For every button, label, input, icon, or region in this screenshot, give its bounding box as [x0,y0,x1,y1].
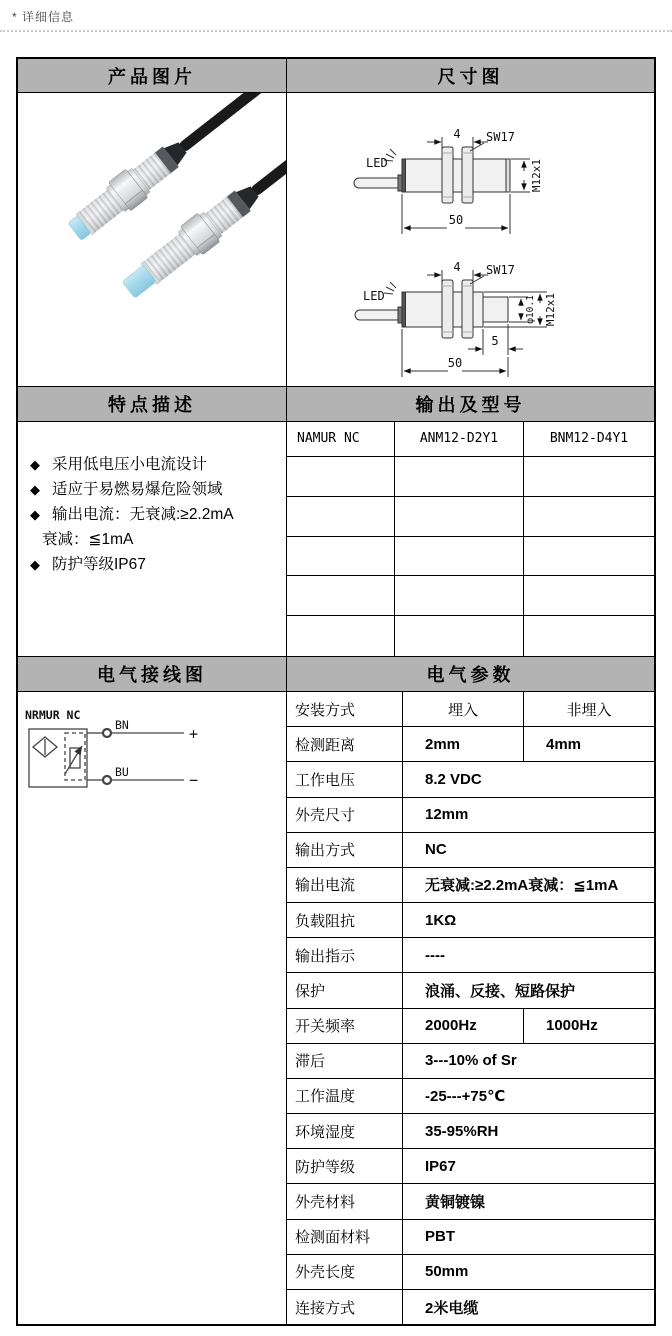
output-model-row [287,422,654,457]
param-label: 外壳尺寸 [287,798,403,832]
sensor-flush [64,93,287,246]
param-value: 50mm [425,1263,469,1281]
features-cell [18,422,287,657]
feature-item [30,452,278,477]
param-row [287,973,654,1008]
output-model-cell [287,422,654,657]
dimension-drawings [287,93,654,387]
param-row [287,1184,654,1219]
param-label: 开关频率 [287,1009,403,1043]
output-model-cell-empty [395,497,524,537]
param-row [287,1044,654,1079]
param-label: 检测距离 [287,727,403,761]
param-value: 无衰减:≥2.2mA衰减：≦1mA [425,877,619,895]
param-row [287,833,654,868]
output-model-cell-empty [524,537,654,577]
param-row [287,1114,654,1149]
param-value: 35-95%RH [425,1122,499,1140]
features-list [30,452,278,577]
output-model-cell-empty [524,576,654,616]
output-model-cell-empty [524,616,654,656]
svg-text:φ10.1: φ10.1 [525,295,536,324]
output-model-cell-empty [287,497,395,537]
param-row [287,903,654,938]
output-model-cell-value: BNM12-D4Y1 [524,422,654,457]
param-label: 负载阻抗 [287,903,403,937]
feature-item [30,477,278,502]
polarity-plus: + [189,725,199,743]
diamond-bullet-icon: ◆ [30,457,40,472]
param-row [287,1079,654,1114]
output-model-row [287,457,654,497]
output-model-cell-empty [287,537,395,577]
svg-text:50: 50 [448,213,464,227]
param-row [287,692,654,727]
param-row [287,727,654,762]
param-label: 连接方式 [287,1290,403,1324]
param-row [287,762,654,797]
svg-text:4: 4 [453,260,461,274]
output-model-cell-empty [524,457,654,497]
header-dimension-diagram: 尺寸图 [287,59,654,93]
spec-table [16,57,656,1326]
param-value-embedded: 埋入 [403,692,524,726]
param-value: 1KΩ [425,911,457,929]
param-value-nonembedded: 非埋入 [566,701,612,719]
param-label: 工作温度 [287,1079,403,1113]
param-value: 3---10% of Sr [425,1052,517,1070]
param-value: NC [425,841,447,859]
diamond-bullet-icon: ◆ [30,557,40,572]
polarity-minus: − [189,771,199,789]
param-value: 浪涌、反接、短路保护 [425,982,576,1000]
title-divider [0,30,672,32]
output-model-cell-empty [287,616,395,656]
header-features: 特点描述 [18,387,287,422]
feature-text: 适应于易燃易爆危险领域 [52,481,223,498]
diamond-bullet-icon: ◆ [30,507,40,522]
terminal-bn-label: BN [115,718,129,732]
param-label: 输出电流 [287,868,403,902]
param-label: 滞后 [287,1044,403,1078]
param-label: 安装方式 [287,692,403,726]
product-photo-cell [18,93,287,387]
param-value: 8.2 VDC [425,770,482,788]
svg-text:LED: LED [363,289,385,303]
param-row [287,1149,654,1184]
dimension-drawing-flush [354,137,530,234]
param-value-embedded: 2mm [403,727,524,761]
param-label: 输出指示 [287,938,403,972]
output-model-cell-empty [395,537,524,577]
output-model-cell-empty [395,616,524,656]
header-output-models: 输出及型号 [287,387,654,422]
output-model-row [287,537,654,577]
output-model-cell-empty [287,457,395,497]
param-row [287,798,654,833]
sensor-photo-illustration [18,93,287,387]
output-model-cell-value: ANM12-D2Y1 [395,422,524,457]
param-label: 防护等级 [287,1149,403,1183]
feature-text: 防护等级IP67 [52,556,146,573]
page-title: * 详细信息 [12,10,75,24]
svg-text:M12x1: M12x1 [530,158,543,193]
svg-text:LED: LED [366,156,388,170]
svg-text:SW17: SW17 [486,263,515,277]
feature-text: 采用低电压小电流设计 [52,456,208,473]
output-model-row [287,616,654,656]
param-label: 外壳长度 [287,1255,403,1289]
output-model-table [287,422,654,656]
output-model-cell-empty [395,576,524,616]
feature-item [30,527,278,552]
svg-text:4: 4 [453,127,461,141]
output-model-row [287,576,654,616]
output-model-cell-value: NAMUR NC [287,422,395,457]
param-row [287,868,654,903]
param-label: 输出方式 [287,833,403,867]
diamond-bullet-icon: ◆ [30,482,40,497]
param-value-nonembedded: 4mm [546,735,582,753]
param-label: 工作电压 [287,762,403,796]
param-value: 黄铜镀镍 [425,1193,486,1211]
param-row [287,1220,654,1255]
params-table [287,692,654,1324]
param-label: 环境湿度 [287,1114,403,1148]
output-model-cell-empty [395,457,524,497]
param-label: 保护 [287,973,403,1007]
param-value: 12mm [425,806,469,824]
feature-item [30,502,278,527]
dimension-cell [287,93,654,387]
wiring-diagram-illustration [18,692,287,842]
param-value: 2米电缆 [425,1299,479,1317]
param-row [287,1290,654,1324]
param-row [287,1255,654,1290]
header-wiring-diagram: 电气接线图 [18,657,287,692]
param-value: PBT [425,1228,455,1246]
param-label: 检测面材料 [287,1220,403,1254]
feature-text: 输出电流：无衰减:≥2.2mA [52,506,234,523]
header-electrical-params: 电气参数 [287,657,654,692]
param-row [287,938,654,973]
feature-item [30,552,278,577]
wiring-title: NRMUR NC [25,708,81,722]
wiring-cell [18,692,287,1324]
svg-text:SW17: SW17 [486,130,515,144]
param-value: IP67 [425,1157,456,1175]
param-value: -25---+75℃ [425,1087,506,1105]
param-label: 外壳材料 [287,1184,403,1218]
wiring-circuit [29,729,184,787]
output-model-row [287,497,654,537]
svg-text:50: 50 [447,356,463,370]
svg-text:M12x1: M12x1 [544,292,557,327]
svg-text:5: 5 [491,334,499,348]
param-value-nonembedded: 1000Hz [546,1017,598,1035]
param-row [287,1009,654,1044]
header-product-image: 产品图片 [18,59,287,93]
feature-text: 衰减：≦1mA [42,531,134,548]
terminal-bu-label: BU [115,765,129,779]
param-value: ---- [425,946,445,964]
output-model-cell-empty [287,576,395,616]
output-model-cell-empty [524,497,654,537]
param-value-embedded: 2000Hz [403,1009,524,1043]
electrical-params-cell [287,692,654,1324]
